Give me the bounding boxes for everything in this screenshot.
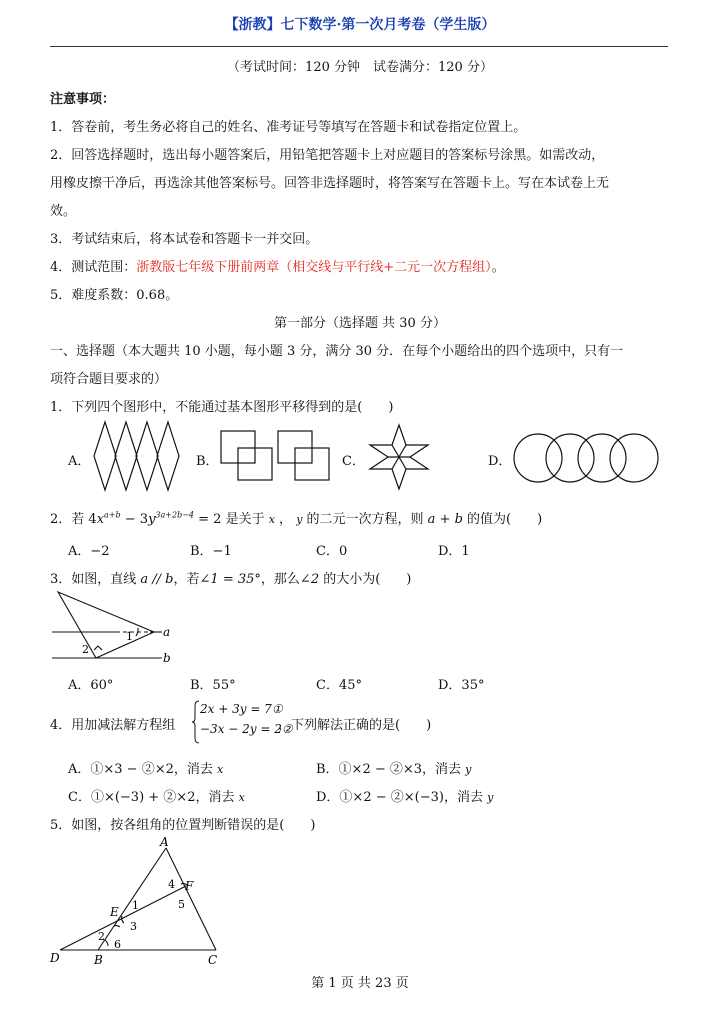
note-item-2-end: 效。 [50,204,77,219]
q5-label-6: 6 [114,938,121,951]
q3-label-a: a [163,625,171,639]
q2-mid: 是关于 [221,512,269,527]
q3-mid: ，若 [173,572,200,587]
q1-label-a: A． [68,454,91,469]
q5-label-4: 4 [168,878,175,891]
note-item-5: 5．难度系数：0.68。 [50,288,179,303]
q1-label-c: C． [342,454,365,469]
q3-option-d: D．35° [438,678,485,693]
q3-option-b: B．55° [190,678,236,693]
q3-label-1: 1 [126,630,133,643]
q4-stem-suffix: ，下列解法正确的是( ) [278,718,432,733]
q3-angle2: ∠2 [299,572,320,587]
q2-y: y [296,513,303,526]
q2-option-b: B．−1 [190,544,232,559]
q5-stem: 5．如图，按各组角的位置判断错误的是( ) [50,818,316,833]
q5-label-b: B [94,953,103,967]
q1-label-d: D． [488,454,512,469]
note-item-1: 1．答卷前，考生务必将自己的姓名、准考证号等填写在答题卡和试卷指定位置上。 [50,120,527,135]
q3-label-b: b [163,651,171,665]
q2-exp1: a+b [104,510,121,520]
q3-option-c: C．45° [316,678,362,693]
q2-var-y: y [148,512,156,527]
q5-label-2: 2 [98,930,105,943]
note-item-3: 3．考试结束后，将本试卷和答题卡一并交回。 [50,232,319,247]
paper-title: 【浙教】七下数学·第一次月考卷（学生版） [224,17,496,33]
q5-label-c: C [208,953,218,967]
q3-label-2: 2 [82,643,89,656]
q4-stem-prefix: 4．用加减法解方程组 [50,718,176,733]
q2-var-x: x [96,512,105,527]
q2-exp2: 3a+2b−4 [155,510,194,520]
q1-figure-b [220,430,334,482]
exam-info: （考试时间：120 分钟 试卷满分：120 分） [227,60,493,75]
page-footer: 第 1 页 共 23 页 [311,976,409,991]
q5-figure [50,836,230,966]
q2-option-d: D．1 [438,544,470,559]
q3-tail: 的大小为( ) [319,572,412,587]
q1-label-b: B． [196,454,219,469]
q4-option-b: B．①×2 − ②×3，消去 y [316,762,472,777]
q3-lines: a // b [140,572,174,587]
q2-ab: a + b [427,512,463,527]
part1-intro: 一、选择题（本大题共 10 小题，每小题 3 分，满分 30 分．在每个小题给出的四个选项中，只有一 [50,344,624,359]
q4-system-brace [192,700,200,744]
q2-stem [50,508,542,527]
q2-tail: 的值为( ) [462,512,543,527]
q2-minus: − 3 [120,512,149,527]
note-item-2-cont: 用橡皮擦干净后，再选涂其他答案标号。回答非选择题时，将答案写在答题卡上。写在本试卷上无 [50,176,610,191]
note-item-2: 2．回答选择题时，选出每小题答案后，用铅笔把答题卡上对应题目的答案标号涂黑。如需改动， [50,148,605,163]
q5-label-a: A [160,835,169,849]
q2-rhs: = 2 [194,512,222,527]
note-item-4 [50,256,505,275]
q2-comma: ， [274,512,297,527]
q2-coef: 4 [88,512,97,527]
q5-label-f: F [185,879,194,893]
test-scope: 浙教版七年级下册前两章（相交线与平行线+二元一次方程组） [136,260,492,275]
note-item-4-prefix: 4．测试范围： [50,260,137,275]
q4-option-d: D．①×2 − ②×(−3)，消去 y [316,790,494,805]
q3-stem [50,568,411,587]
q3-number: 3．如图，直线 [50,572,141,587]
q2-mid2: 的二元一次方程，则 [302,512,428,527]
q2-option-a: A．−2 [68,544,110,559]
q3-option-a: A．60° [68,678,114,693]
q5-label-5: 5 [178,898,185,911]
q4-option-c: C．①×(−3) + ②×2，消去 x [68,790,245,805]
q2-number: 2．若 [50,512,89,527]
q4-equation-2: −3x − 2y = 2② [200,722,293,736]
q4-equation-1: 2x + 3y = 7① [200,702,283,716]
q1-figure-d [512,432,660,484]
part1-intro-cont: 项符合题目要求的） [50,372,168,387]
q1-stem: 1．下列四个图形中，不能通过基本图形平移得到的是( ) [50,400,394,415]
q5-label-d: D [50,951,60,965]
q5-label-1: 1 [132,899,139,912]
q3-mid2: ，那么 [260,572,300,587]
q5-label-3: 3 [130,920,137,933]
q3-figure [50,588,171,668]
notes-heading: 注意事项： [50,92,116,107]
q1-figure-a [94,422,180,490]
header-divider [50,46,668,47]
q2-x: x [268,513,275,526]
q2-option-c: C．0 [316,544,348,559]
q3-angle1: ∠1 = 35° [199,572,261,587]
q4-option-a: A．①×3 − ②×2，消去 x [68,762,224,777]
part1-heading: 第一部分（选择题 共 30 分） [274,316,446,331]
q1-figure-c [366,424,432,490]
q5-label-e: E [110,905,119,919]
note-item-4-suffix: 。 [491,260,505,275]
